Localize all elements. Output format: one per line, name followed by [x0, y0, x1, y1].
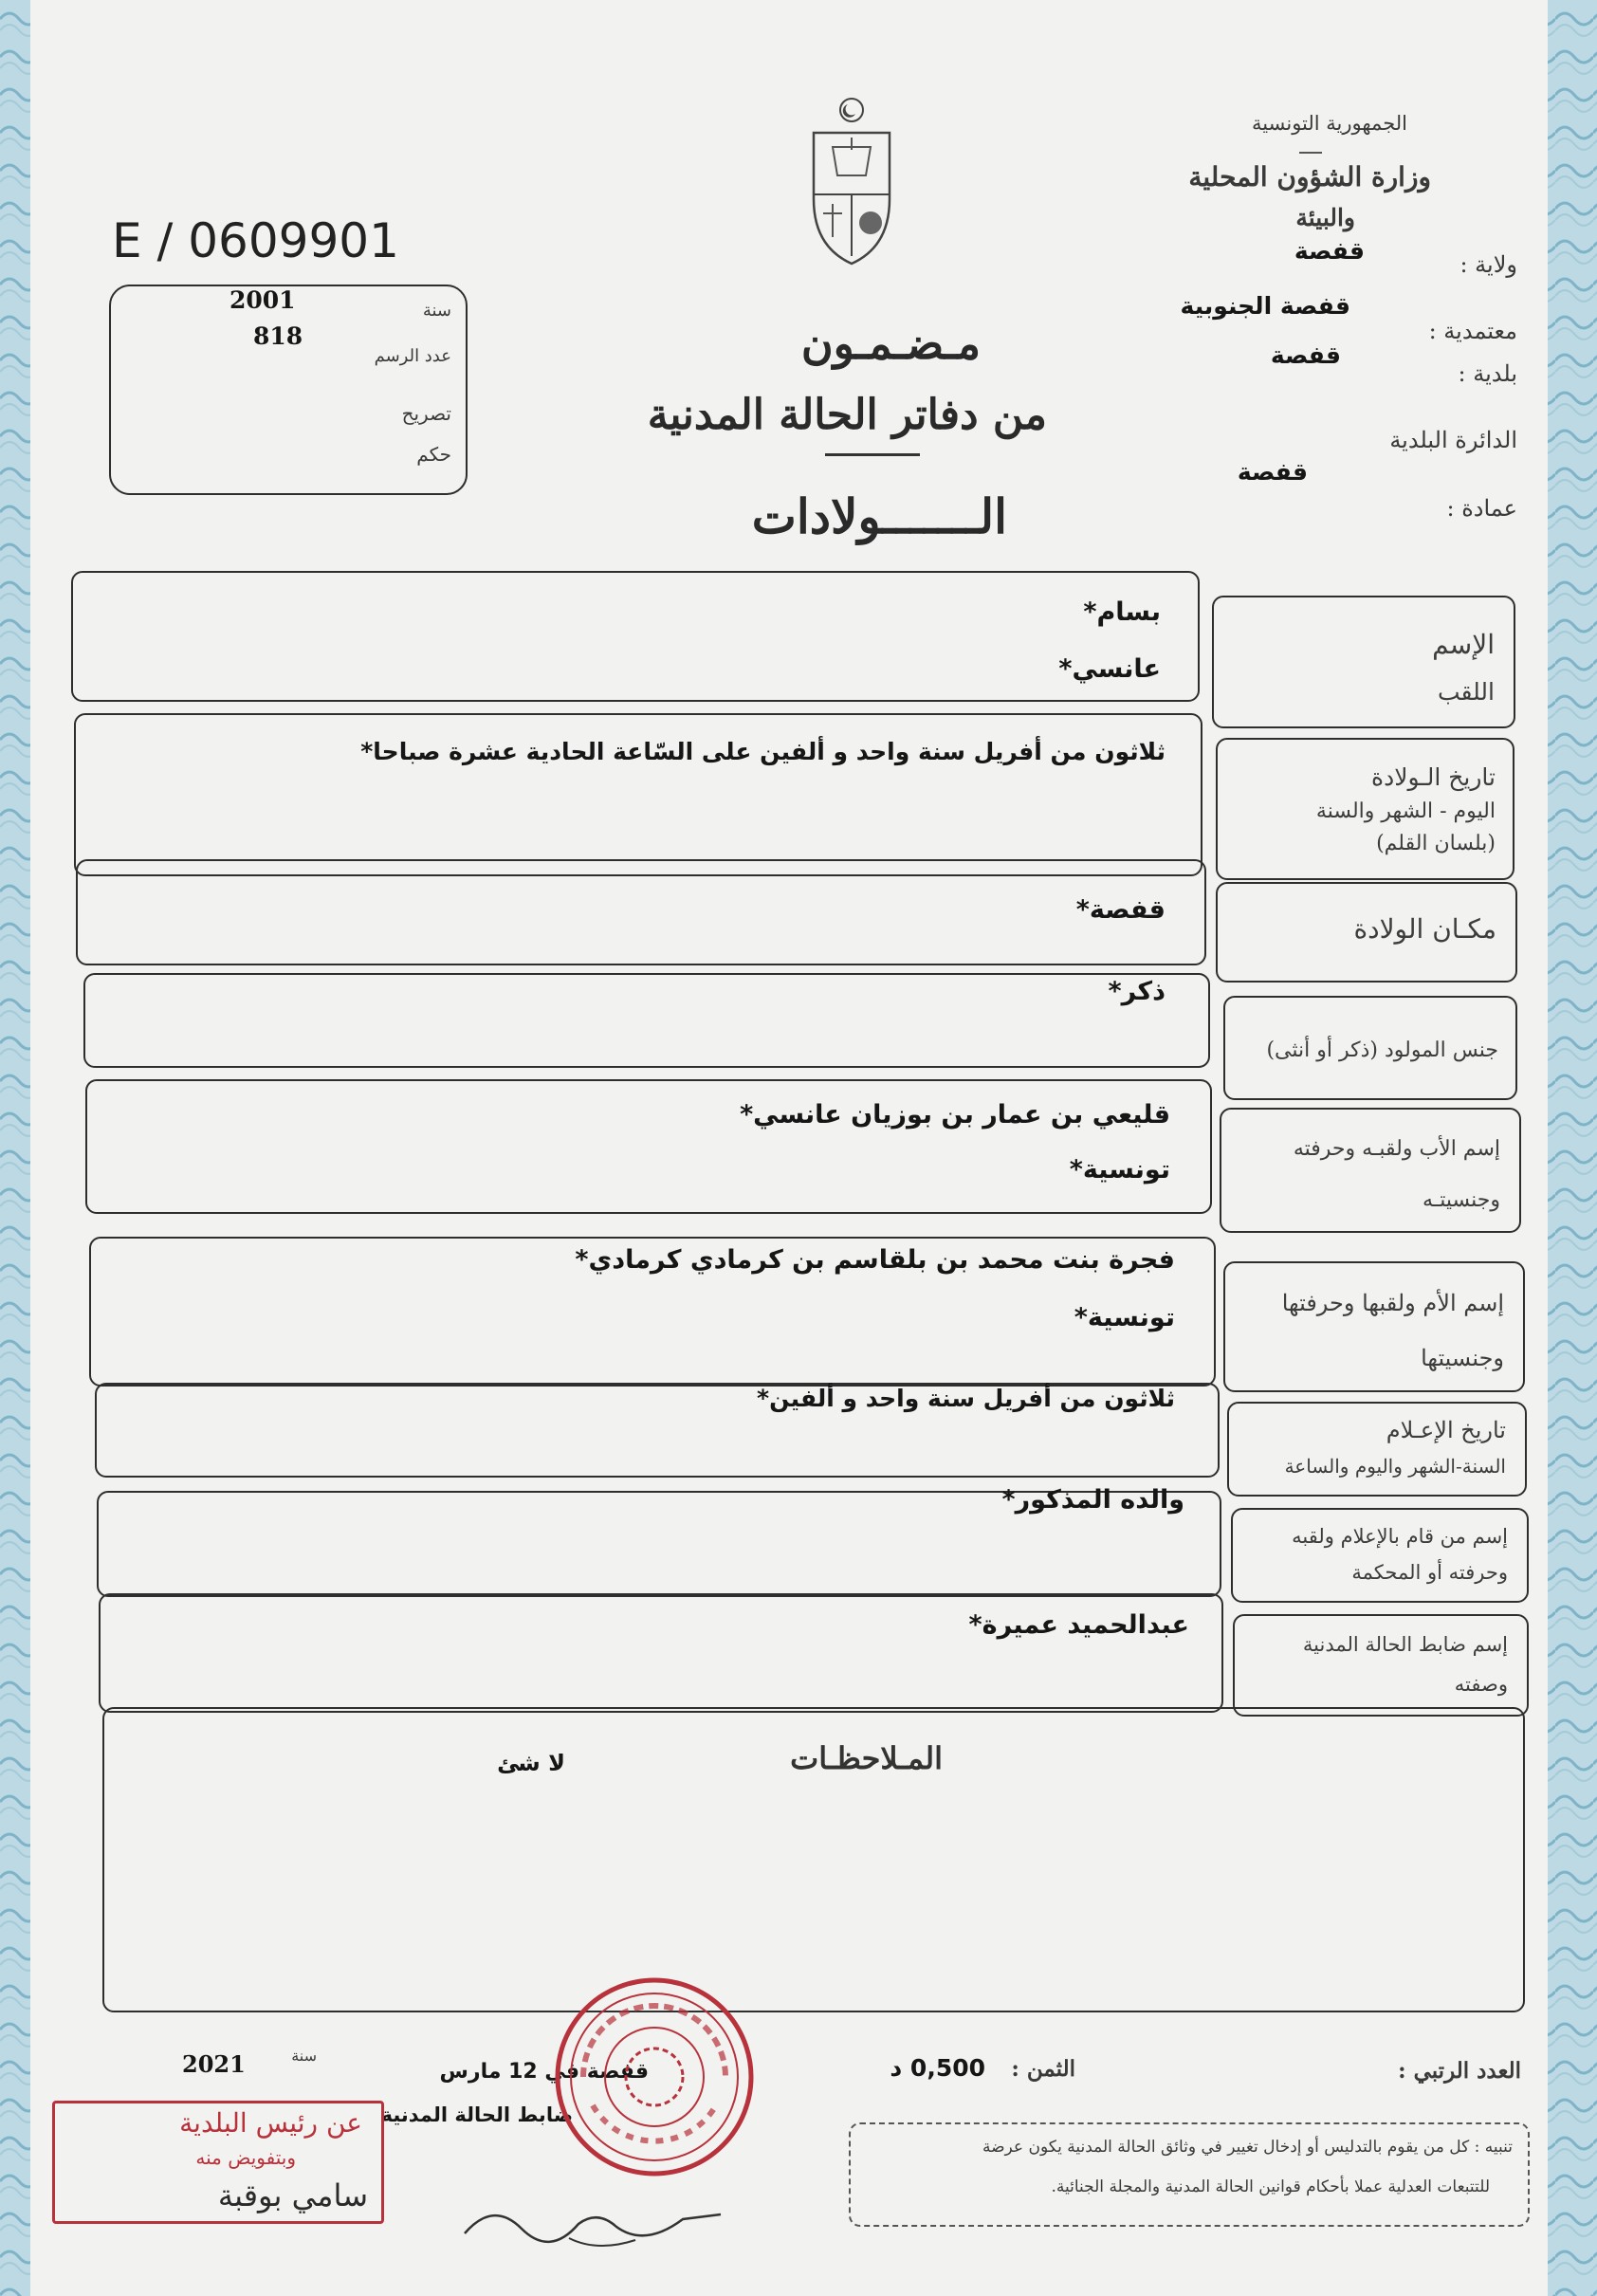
footer-officer-label: ضابط الحالة المدنية: [380, 2103, 573, 2126]
father-label: إسم الأب ولقبـه وحرفته: [1293, 1137, 1500, 1161]
value-wilaya: قفصة: [1294, 237, 1365, 265]
surname-value: عانسي*: [1058, 654, 1161, 684]
gender-value: ذكر*: [1108, 977, 1166, 1006]
country-name: الجمهورية التونسية: [1252, 112, 1407, 135]
mother-label-box: [1223, 1261, 1525, 1392]
register-number-label: عدد الرسم: [374, 346, 451, 366]
father-label-box: [1220, 1108, 1521, 1233]
officer-label-box: [1233, 1614, 1529, 1717]
remarks-value: لا شئ: [497, 1750, 565, 1776]
birth-date-label-box: [1216, 738, 1514, 880]
warning-line1: تنبيه : كل من يقوم بالتدليس أو إدخال تغيير في وثائق الحالة المدنية يكون عرضة: [982, 2138, 1513, 2157]
stamp-line3-signature: سامي بوقبة: [217, 2177, 368, 2213]
stamp-line2: وبتفويض منه: [195, 2146, 296, 2169]
declarant-value: والده المذكور*: [1001, 1485, 1184, 1515]
mother-nationality-label: وجنسيتها: [1421, 1345, 1504, 1371]
tunisia-coat-of-arms-icon: [795, 95, 909, 270]
declarant-label-box: [1231, 1508, 1529, 1603]
register-year-label: سنة: [422, 301, 451, 321]
register-number-value: 818: [253, 322, 303, 350]
first-name-value: بسام*: [1083, 597, 1161, 627]
gender-label: جنس المولود (ذكر أو أنثى): [1266, 1038, 1498, 1062]
father-nationality-value: تونسية*: [1069, 1155, 1170, 1185]
birth-date-sublabel: اليوم - الشهر والسنة: [1315, 799, 1496, 823]
warning-line2: للتتبعات العدلية عملا بأحكام قوانين الحالة المدنية والمجلة الجنائية.: [1051, 2177, 1490, 2196]
declaration-date-value: ثلاثون من أفريل سنة واحد و ألفين*: [757, 1385, 1175, 1412]
birth-place-label-box: [1216, 882, 1517, 983]
title-line2: من دفاتر الحالة المدنية: [647, 391, 1047, 439]
birth-date-pen-note: (بلسان القلم): [1376, 832, 1496, 855]
header-divider: [1299, 142, 1322, 154]
title-underline: [825, 453, 920, 456]
officer-label: إسم ضابط الحالة المدنية: [1302, 1633, 1508, 1656]
birth-place-value: قفصة*: [1075, 895, 1166, 925]
serial-number: E / 0609901: [112, 213, 399, 268]
officer-name-value: عبدالحميد عميرة*: [968, 1610, 1189, 1640]
footer-price-value: 0,500 د: [890, 2054, 985, 2082]
declaration-date-sublabel: السنة-الشهر واليوم والساعة: [1284, 1455, 1506, 1478]
surname-label: اللقب: [1437, 678, 1495, 706]
father-name-value: قليعي بن عمار بن بوزيان عانسي*: [740, 1100, 1170, 1130]
officer-sublabel: وصفته: [1454, 1673, 1508, 1696]
mother-name-value: فجرة بنت محمد بن بلقاسم بن كرمادي كرمادي*: [575, 1245, 1175, 1275]
delegation-stamp: [52, 2101, 384, 2224]
gender-label-box: [1223, 996, 1517, 1100]
title-line3: الـــــــولادات: [751, 488, 1007, 544]
footer-year-label: سنة: [291, 2047, 317, 2065]
father-nationality-label: وجنسيتـه: [1422, 1188, 1500, 1212]
footer-place-date: قفصة في 12 مارس: [439, 2060, 649, 2084]
stamp-line1: عن رئيس البلدية: [179, 2107, 362, 2139]
declarant-sublabel: وحرفته أو المحكمة: [1351, 1561, 1508, 1584]
footer-price-label: الثمن :: [1011, 2056, 1075, 2082]
value-delegation: قفصة الجنوبية: [1180, 292, 1350, 320]
label-municipal-district: الدائرة البلدية: [1389, 427, 1517, 453]
declaration-date-label: تاريخ الإعـلام: [1386, 1417, 1506, 1443]
register-box: [109, 285, 468, 495]
register-year-value: 2001: [229, 286, 296, 314]
title-line1: مـضـمـون: [800, 318, 981, 369]
declarant-label: إسم من قام بالإعلام ولقبه: [1292, 1525, 1508, 1548]
birth-place-value-box: [76, 859, 1206, 965]
name-label-box: [1212, 596, 1515, 728]
name-label: الإسم: [1432, 629, 1495, 660]
value-municipality: قفصة: [1270, 341, 1341, 369]
label-wilaya: ولاية :: [1459, 251, 1517, 278]
value-municipal-district: قفصة: [1237, 458, 1308, 486]
birth-date-value: ثلاثون من أفريل سنة واحد و ألفين على السّاعة الحادية عشرة صباحا*: [360, 738, 1166, 765]
ministry-line2: والبيئة: [1295, 204, 1355, 231]
ministry-line1: وزارة الشؤون المحلية: [1188, 161, 1431, 193]
declaration-date-label-box: [1227, 1402, 1527, 1497]
official-round-seal-icon: [550, 1973, 759, 2181]
label-municipality: بلدية :: [1458, 360, 1517, 387]
footer-serial-label: العدد الرتبي :: [1398, 2058, 1521, 2084]
label-delegation: معتمدية :: [1428, 318, 1517, 344]
signature-scribble-icon: [455, 2181, 740, 2257]
judgment-label: حكم: [416, 443, 451, 466]
footer-year-value: 2021: [182, 2050, 246, 2078]
mother-label: إسم الأم ولقبها وحرفتها: [1281, 1290, 1504, 1316]
birth-date-label: تاريخ الـولادة: [1371, 763, 1496, 791]
birth-place-label: مكـان الولادة: [1353, 913, 1496, 945]
mother-nationality-value: تونسية*: [1074, 1303, 1175, 1332]
label-omda: عمادة :: [1446, 495, 1517, 522]
declaration-label: تصريح: [401, 402, 451, 425]
gender-value-box: [83, 973, 1210, 1068]
name-value-box: [71, 571, 1200, 702]
warning-box: [849, 2122, 1530, 2227]
remarks-label: المـلاحظـات: [790, 1740, 943, 1776]
